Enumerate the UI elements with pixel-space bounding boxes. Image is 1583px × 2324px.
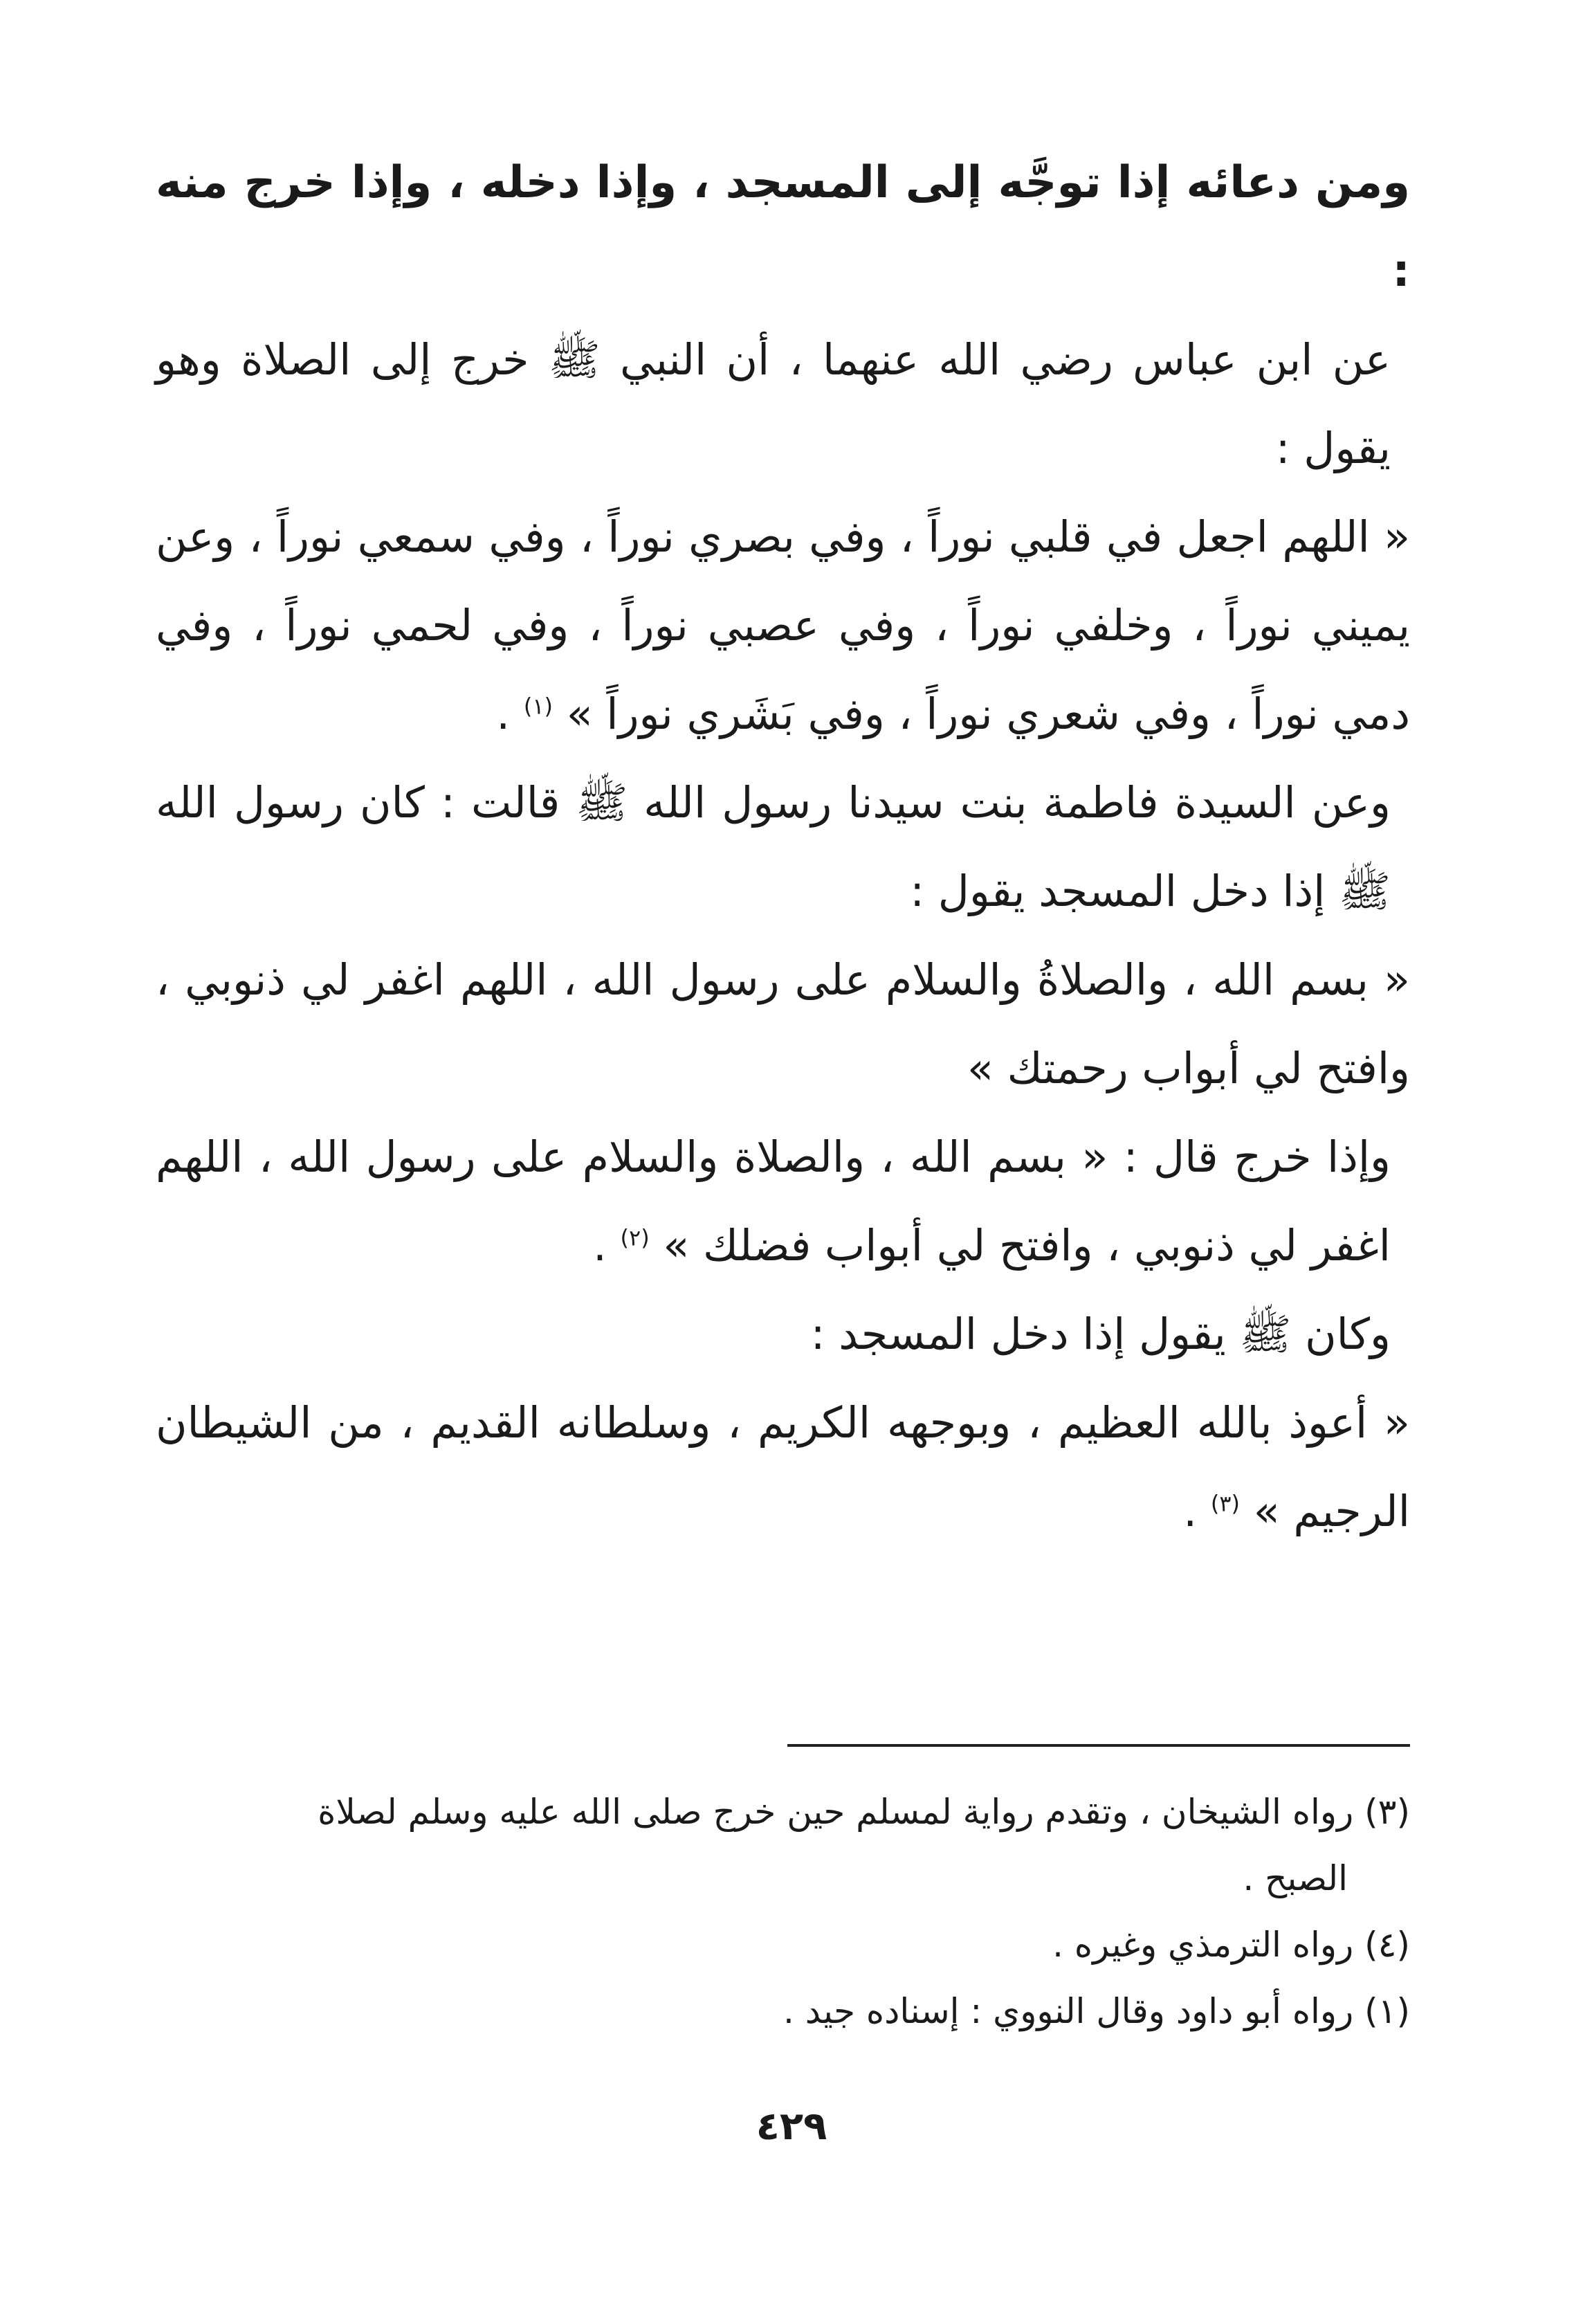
- footnote-ref-2: (٢): [620, 1224, 650, 1251]
- footnote-4: (٤) رواه الترمذي وغيره .: [1052, 1925, 1410, 1965]
- dua-paragraph-4: [156, 1379, 1410, 1556]
- period: .: [593, 1220, 607, 1271]
- period: .: [1183, 1486, 1198, 1536]
- dua-text-1: « اللهم اجعل في قلبي نوراً ، وفي بصري نوراً ، وفي سمعي نوراً ، وعن يميني نوراً ، وخلفي نوراً ، وفي عصبي نوراً ، وفي لحمي نوراً ، وفي دمي نوراً ، وفي شعري نوراً ، وفي بَشَري نوراً »: [156, 511, 1410, 739]
- dua-paragraph-3: [156, 1113, 1410, 1290]
- footnote-3-continuation: الصبح .: [1243, 1858, 1348, 1898]
- section-heading: ومن دعائه إذا توجَّه إلى المسجد ، وإذا دخله ، وإذا خرج منه :: [156, 157, 1410, 297]
- page-number: ٤٢٩: [756, 2104, 827, 2149]
- footnote-ref-3: (٣): [1210, 1490, 1241, 1517]
- dua-paragraph-1: [156, 493, 1410, 759]
- hadith-paragraph-2: وعن السيدة فاطمة بنت سيدنا رسول الله ﷺ قالت : كان رسول الله ﷺ إذا دخل المسجد يقول :: [156, 777, 1391, 916]
- dua-paragraph-2: « بسم الله ، والصلاةُ والسلام على رسول الله ، اللهم اغفر لي ذنوبي ، وافتح لي أبواب رحمتك »: [156, 954, 1410, 1093]
- footnote-ref-1: (١): [523, 693, 553, 720]
- period: .: [496, 689, 511, 739]
- footnote-1: (١) رواه أبو داود وقال النووي : إسناده جيد .: [783, 1991, 1410, 2031]
- footnote-separator: [787, 1744, 1410, 1747]
- dua-text-3: وإذا خرج قال : « بسم الله ، والصلاة والسلام على رسول الله ، اللهم اغفر لي ذنوبي ، وافتح لي أبواب فضلك »: [156, 1132, 1391, 1271]
- dua-text-4: « أعوذ بالله العظيم ، وبوجهه الكريم ، وسلطانه القديم ، من الشيطان الرجيم »: [156, 1397, 1410, 1536]
- footnotes: [156, 1779, 1410, 2044]
- main-text: [156, 138, 1410, 1556]
- hadith-paragraph-3: وكان ﷺ يقول إذا دخل المسجد :: [810, 1309, 1391, 1359]
- footnote-3: (٣) رواه الشيخان ، وتقدم رواية لمسلم حين خرج صلى الله عليه وسلم لصلاة: [318, 1792, 1410, 1832]
- hadith-paragraph-1: عن ابن عباس رضي الله عنهما ، أن النبي ﷺ خرج إلى الصلاة وهو يقول :: [156, 334, 1391, 473]
